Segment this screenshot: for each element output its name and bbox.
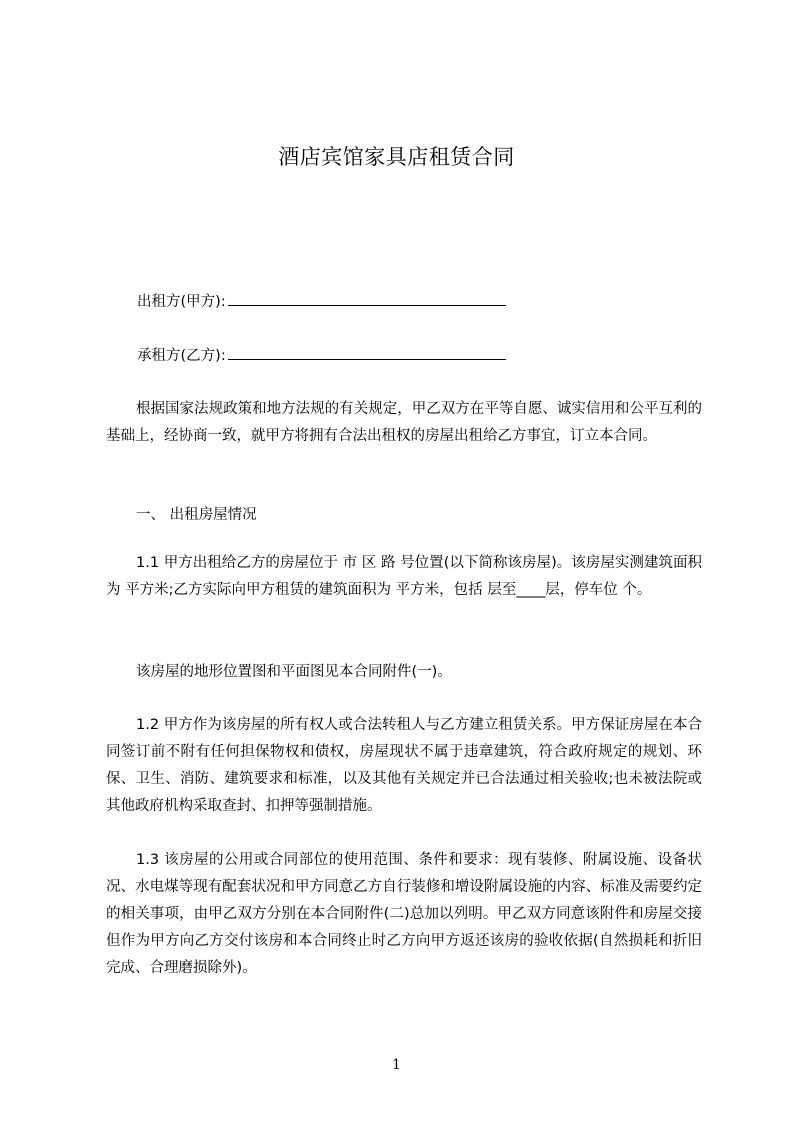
clause-1-1: 1.1 甲方出租给乙方的房屋位于 市 区 路 号位置(以下简称该房屋)。该房屋实测建筑面积为 平方米;乙方实际向甲方租赁的建筑面积为 平方米，包括 层至____层，停车位 个。 xyxy=(106,555,702,598)
section-heading: 一、 出租房屋情况 xyxy=(136,507,257,523)
lessee-line xyxy=(137,345,506,366)
lessor-label: 出租方(甲方): xyxy=(137,294,226,310)
document-title: 酒店宾馆家具店租赁合同 xyxy=(278,145,515,169)
lessee-label: 承租方(乙方): xyxy=(137,348,226,364)
lessor-blank xyxy=(228,291,506,306)
clause-1-3: 1.3 该房屋的公用或合同部位的使用范围、条件和要求：现有装修、附属设施、设备状况、水电煤等现有配套状况和甲方同意乙方自行装修和增设附属设施的内容、标准及需要约定的相关事项，由甲乙双方分别在本合同附件(二)总加以列明。甲乙双方同意该附件和房屋交接但作为甲方向乙方交付该房和本合同终止时乙方向甲方返还该房的验收依据(自然损耗和折旧完成、合理磨损除外)。 xyxy=(106,852,702,976)
attachment-note: 该房屋的地形位置图和平面图见本合同附件(一)。 xyxy=(136,664,452,680)
lessor-line xyxy=(137,291,506,312)
page-number: 1 xyxy=(392,1057,401,1073)
clause-1-2: 1.2 甲方作为该房屋的所有权人或合法转租人与乙方建立租赁关系。甲方保证房屋在本合同签订前不附有任何担保物权和债权，房屋现状不属于违章建筑，符合政府规定的规划、环保、卫生、消防、建筑要求和标准，以及其他有关规定并已合法通过相关验收;也未被法院或其他政府机构采取查封、扣押等强制措施。 xyxy=(106,717,702,814)
lessee-blank xyxy=(228,345,506,360)
preamble-paragraph: 根据国家法规政策和地方法规的有关规定，甲乙双方在平等自愿、诚实信用和公平互利的基础上，经协商一致，就甲方将拥有合法出租权的房屋出租给乙方事宜，订立本合同。 xyxy=(106,401,702,444)
